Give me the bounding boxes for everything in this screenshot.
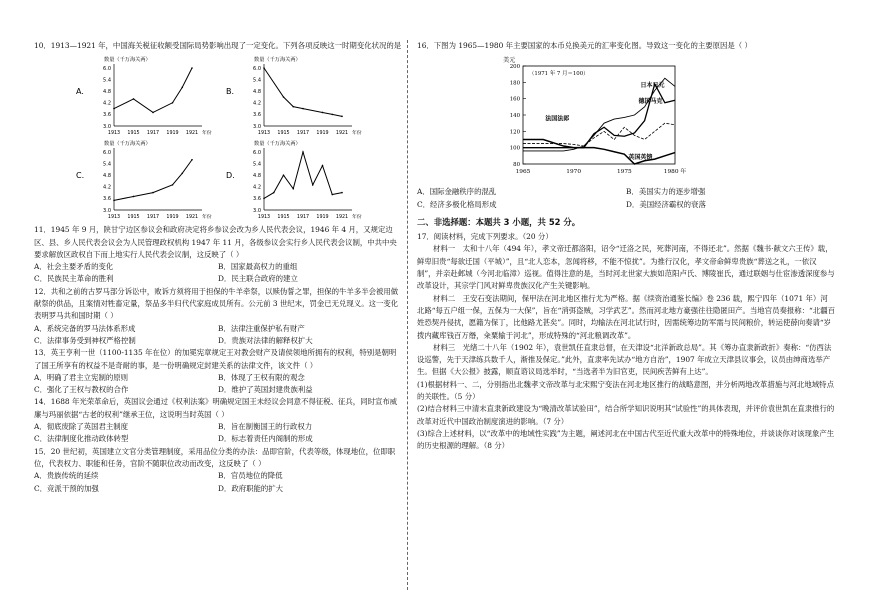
q13-option-c[interactable]: C．强化了王权与教权的合作: [34, 385, 129, 395]
y-tick-label: 5.4: [103, 77, 111, 84]
data-point: [263, 67, 265, 69]
q12-option-a[interactable]: A．系统完备的罗马法体系形成: [34, 323, 136, 333]
chart-b: [224, 54, 374, 142]
data-point: [283, 96, 285, 98]
chart-a-svg: [74, 54, 224, 142]
x-axis-label: 年份: [202, 215, 212, 221]
q13-options: [34, 372, 402, 397]
data-point: [341, 192, 343, 194]
x-tick-label: 1917: [296, 131, 310, 137]
y-tick-label: 3.6: [253, 112, 261, 119]
q11-stem: 11．1945 年 9 月，陕甘宁边区参议会和政府决定将乡参议会改为乡人民代表会议，1946 年 4 月，又规定边区、县、乡人民代表会议会为人民管理政权机构 1947 年 11 月，各级参议会实行乡人民代表会议制，中共中央要求解放区政权自下而上地实行人民代表会议制，这反映了（ ）: [34, 225, 397, 259]
chart-d-svg: [224, 138, 374, 224]
x-tick-label: 1921: [335, 131, 349, 137]
x-tick-label: 1970: [566, 169, 582, 176]
data-point: [133, 196, 135, 198]
q12-option-d[interactable]: D．贵族对法律的解释权扩大: [218, 335, 313, 345]
y-tick-label: 200: [509, 64, 520, 71]
chart-letter: A.: [76, 87, 84, 97]
q14-option-c[interactable]: C．法律制度化推动政体转型: [34, 434, 129, 444]
y-tick-label: 80: [513, 162, 520, 169]
data-point: [263, 198, 265, 200]
series-label: 日本日元: [640, 82, 665, 90]
data-point: [283, 175, 285, 177]
chart-subtitle: （1971 年 7 月＝100）: [529, 71, 589, 78]
q12-option-b[interactable]: B．法律注重保护私有财产: [218, 323, 305, 333]
q17-material-2: 材料二 王安石变法期间，保甲法在河北地区推行尤为严格。据《续资治通鉴长编》卷 236 载，熙宁四年（1071 年）河北路“每五户组一保，五保为一大保”，旨在“消弭盗贼，习学武艺”。然而河北地方豪强往往隐匿田产。当地官员奏报称：“北疆百姓恐契丹侵扰，愿籍为保丁，比他路尤甚矣”。同时，均输法在河北试行时，因需统筹边防军需与民间粮价，转运使薛向奏请“岁拨内藏库钱百万缗，籴粟输于河北”，形成特殊的“河北粮调改革”。: [417, 293, 835, 340]
data-point: [292, 106, 294, 108]
y-tick-label: 3.0: [103, 124, 111, 131]
y-tick-label: 4.8: [103, 89, 111, 96]
data-point: [152, 192, 154, 194]
y-tick-label: 6.0: [253, 66, 261, 73]
x-tick-label: 1965: [515, 169, 531, 176]
data-point: [191, 159, 193, 161]
exchange-rate-chart: [417, 54, 835, 186]
data-point: [302, 151, 304, 153]
data-point: [292, 188, 294, 190]
y-tick-label: 3.6: [253, 196, 261, 203]
y-axis-label: 数量（千万海关两）: [254, 57, 301, 64]
x-tick-label: 1921: [185, 131, 199, 137]
y-tick-label: 4.2: [253, 184, 261, 191]
y-tick-label: 120: [509, 129, 520, 136]
q13-option-d[interactable]: D．维护了英国封建贵族利益: [218, 385, 313, 395]
chart-b-svg: [224, 54, 374, 142]
x-tick-label: 1919: [166, 215, 179, 221]
x-tick-label: 1913: [107, 215, 121, 221]
chart-letter: B.: [226, 87, 235, 97]
q11-option-c[interactable]: C．民族民主革命的胜利: [34, 274, 114, 284]
x-tick-label: 1975: [616, 169, 632, 176]
q12-option-c[interactable]: C．法律事务受到神权严格控制: [34, 335, 136, 345]
data-point: [133, 98, 135, 100]
q14-option-b[interactable]: B．旨在制衡国王的行政权力: [218, 422, 313, 432]
y-tick-label: 3.6: [103, 196, 111, 203]
y-axis-label: 美元: [503, 57, 516, 65]
q12-stem: 12．共和之前的古罗马部分诉讼中，败诉方须将用于担保的牛羊牵祭，以赎伪誓之罪，担保的牛羊多半会被用做献祭的供品，且案情对牲畜定量，祭品多半归代代家庭成员所有。公元前 3 世纪末，罚金已无兑现义。这一变化表明罗马共和国时期（ ）: [34, 286, 399, 321]
x-tick-label: 1913: [257, 215, 271, 221]
y-tick-label: 3.0: [103, 208, 111, 215]
data-point: [331, 194, 333, 196]
x-tick-label: 1915: [127, 215, 140, 221]
column-divider: [407, 40, 408, 590]
q16-option-d[interactable]: D．美国经济霸权的衰落: [626, 199, 706, 209]
y-tick-label: 6.0: [253, 150, 261, 157]
y-tick-label: 100: [509, 145, 520, 152]
x-tick-label: 1913: [107, 131, 121, 137]
chart-letter: D.: [226, 171, 235, 181]
x-tick-label: 1919: [316, 215, 329, 221]
section-heading: 二、非选择题：本题共 3 小题，共 52 分。: [417, 216, 581, 227]
data-point: [172, 184, 174, 186]
right-column: [417, 40, 835, 453]
y-tick-label: 5.4: [103, 161, 111, 168]
y-tick-label: 4.2: [253, 100, 261, 107]
q13-option-b[interactable]: B．体现了王权有限的观念: [218, 372, 305, 382]
q14-stem: 14．1688 年光荣革命后，英国议会通过《权利法案》明确规定国王未经议会同意不得征税、征兵，同时宣布威廉与玛丽依据“古老的权利”继承王位，这说明当时英国（ ）: [34, 397, 398, 419]
data-point: [113, 200, 115, 202]
q16-stem: 16．下图为 1965—1980 年主要国家的本币兑换美元的汇率变化图。导致这一变化的主要原因是（ ）: [417, 41, 752, 50]
series-label: 德国马克: [638, 98, 663, 106]
x-tick-label: 1917: [146, 131, 160, 137]
x-tick-label: 1921: [185, 215, 199, 221]
x-tick-label: 1921: [335, 215, 349, 221]
x-tick-label: 1915: [127, 131, 140, 137]
x-tick-label: 1915: [277, 131, 290, 137]
chart-c: [74, 138, 224, 224]
q11-option-a[interactable]: A．社会主要矛盾的变化: [34, 262, 114, 272]
y-axis-label: 数量（千万海关两）: [254, 141, 301, 148]
exchange-rate-svg: [497, 54, 697, 184]
x-tick-label: 1915: [277, 215, 290, 221]
data-point: [181, 173, 183, 175]
data-point: [181, 87, 183, 89]
y-tick-label: 3.0: [253, 124, 261, 131]
q11-option-b[interactable]: B．国家最高权力的重组: [218, 262, 298, 272]
chart-d: [224, 138, 374, 224]
x-tick-label: 1917: [146, 215, 160, 221]
y-axis-label: 数量（千万海关两）: [104, 57, 151, 64]
q14-options: [34, 421, 402, 446]
q15-stem: 15．20 世纪初，英国建立文官分类管理制度，采用品位分类的办法：品即官阶，代表等级，体现地位，位即职位，代表权力、职能和任务，官阶不随职位改动而改变，这反映了（ ）: [34, 446, 396, 468]
chart-a: [74, 54, 224, 142]
q17-requirement-3: (3)综合上述材料，以“改革中的地域性实践”为主题，阐述河北在中国古代至近代重大改革中的特殊地位，并谈谈你对该现象产生的历史根源的理解。（8 分）: [417, 428, 835, 451]
y-tick-label: 180: [509, 80, 520, 87]
q16-option-b[interactable]: B．美国实力的逐步增强: [626, 187, 706, 197]
q15-option-d[interactable]: D．政府职能的扩大: [218, 483, 284, 493]
y-tick-label: 5.4: [253, 77, 261, 84]
data-point: [331, 114, 333, 116]
q14-option-d[interactable]: D．标志着责任内阁制的形成: [218, 434, 313, 444]
series-line: [264, 152, 342, 198]
data-point: [152, 112, 154, 114]
chart-c-svg: [74, 138, 224, 224]
data-point: [191, 67, 193, 69]
data-point: [113, 108, 115, 110]
y-tick-label: 140: [509, 113, 520, 120]
q17-material-1: 材料一 太和十八年（494 年），孝文帝迁都洛阳，诏令“迁洛之民，死葬河南，不得还北”。然据《魏书·献文六王传》载，鲜卑旧贵“每欲迁国（平城）”，且“北人恋本，忽闻将移，不能不惊扰”。为推行汉化，孝文帝命鲜卑贵族“葬送之礼，一依汉制”，并亲赴邺城（今河北临漳）巡视。值得注意的是，当时河北世家大族如范阳卢氏、博陵崔氏，通过联姻与仕宦渗透深度参与改革设计，其宗学门风对鲜卑贵族汉化产生关键影响。: [417, 244, 835, 291]
y-tick-label: 6.0: [103, 150, 111, 157]
y-tick-label: 4.8: [253, 173, 261, 180]
y-tick-label: 4.8: [253, 89, 261, 96]
q15-options: [34, 470, 402, 495]
q17-requirement-2: (2)结合材料三中清末直隶新政建设为“晚清改革试验田”，结合所学知识说明其“试验性”的具体表现，并评价袁世凯在直隶推行的改革对近代中国政治制度演进的影响。（7 分）: [417, 404, 835, 426]
data-point: [273, 192, 275, 194]
data-point: [312, 184, 314, 186]
q11-options: [34, 261, 402, 286]
y-tick-label: 3.6: [103, 112, 111, 119]
y-axis-label: 数量（千万海关两）: [104, 141, 151, 148]
data-point: [302, 108, 304, 110]
q12-options: [34, 323, 402, 348]
y-tick-label: 4.2: [103, 100, 111, 107]
q17-requirement-1: (1)根据材料一、二，分别指出北魏孝文帝改革与北宋熙宁变法在河北地区推行的战略意图，并分析两地改革措施与河北地域特点的关联性。（5 分）: [417, 379, 834, 402]
x-tick-label: 1919: [166, 131, 179, 137]
x-axis-label: 年份: [352, 215, 362, 221]
series-line: [114, 68, 192, 112]
data-point: [322, 165, 324, 167]
x-tick-label: 1980 年: [663, 169, 687, 176]
q17-title: 17．阅读材料，完成下列要求。（20 分）: [417, 232, 553, 242]
q15-option-a[interactable]: A．贵族传统的延续: [34, 471, 99, 481]
y-tick-label: 160: [509, 96, 520, 103]
series-label: 法国法郎: [545, 116, 570, 124]
q15-option-b[interactable]: B．官员地位的降低: [218, 471, 283, 481]
y-tick-label: 3.0: [253, 208, 261, 215]
x-tick-label: 1917: [296, 215, 310, 221]
q14-option-a[interactable]: A．彻底废除了英国君主制度: [34, 422, 129, 432]
q13-stem: 13．英王亨利一世（1100-1135 年在位）的加冕宪章规定王对教会财产及请侯领地所拥有的权利，特别是朝明了国王所享有的权益不是奇耐的事，是一份明确规定封建关系的法律文件，该文件（ ）: [34, 348, 397, 370]
x-tick-label: 1919: [316, 131, 329, 137]
x-axis-label: 年份: [352, 131, 362, 137]
q13-option-a[interactable]: A．明确了君主立宪制的原则: [34, 372, 129, 382]
q17-material-3: 材料三 光绪二十八年（1902 年），袁世凯任直隶总督，在天津设“北洋新政总局”。其《筹办直隶新政折》奏称：“仿西法设巡警，先于天津练兵数千人，渐推及保定。”此外，直隶率先试办“地方自治”，1907 年成立天津县议事会，议员由绅商选举产生。但据《大公报》披露，顺直谘议局选举时，“当选者半为旧官吏，民间疾苦鲜有上达”。: [417, 342, 832, 377]
q16-option-c[interactable]: C．经济多极化格局形成: [417, 199, 497, 209]
chart-letter: C.: [76, 171, 85, 181]
series-label: 英国英镑: [628, 154, 653, 162]
y-tick-label: 6.0: [103, 66, 111, 73]
x-axis-label: 年份: [202, 131, 212, 137]
series-line-2: [523, 123, 675, 146]
q16-options: [417, 186, 835, 211]
data-point: [341, 116, 343, 118]
data-point: [322, 112, 324, 114]
y-tick-label: 4.8: [103, 173, 111, 180]
q10-charts: [34, 54, 402, 224]
q16-option-a[interactable]: A．国际金融秩序的混乱: [417, 187, 497, 197]
q10-stem: 10．1913—1921 年，中国海关税征收额受国际局势影响出现了一定变化。下列各项反映这一时期变化状况的是: [34, 41, 402, 50]
data-point: [172, 102, 174, 104]
series-line: [114, 160, 192, 201]
y-tick-label: 4.2: [103, 184, 111, 191]
x-tick-label: 1913: [257, 131, 271, 137]
left-column: [34, 40, 402, 495]
y-tick-label: 5.4: [253, 161, 261, 168]
q11-option-d[interactable]: D．民主联合政府的建立: [218, 274, 298, 284]
q15-option-c[interactable]: C．竞派干预的加强: [34, 483, 99, 493]
